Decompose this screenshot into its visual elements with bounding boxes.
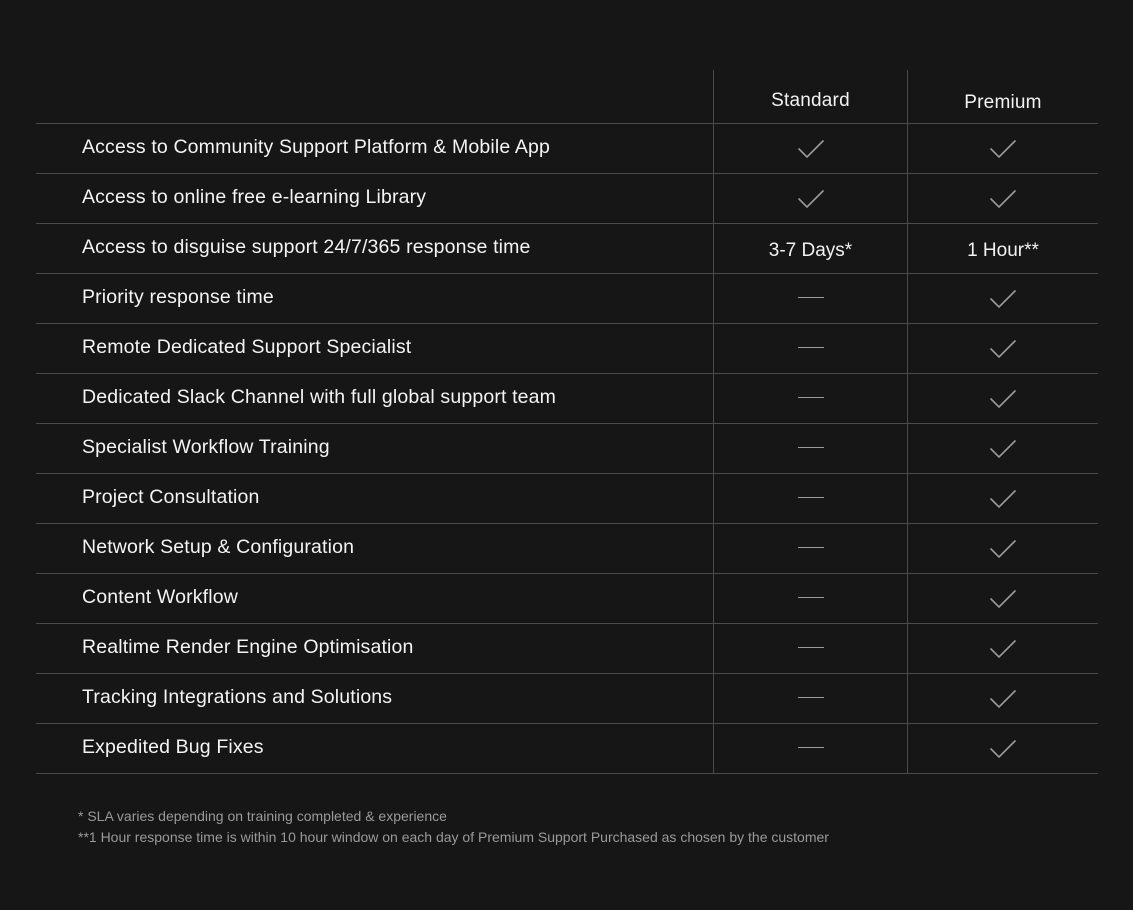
table-header (36, 70, 1098, 124)
table-row (36, 324, 1098, 374)
feature-label: Realtime Render Engine Optimisation (82, 636, 414, 658)
comparison-table (36, 70, 1098, 774)
table-body (36, 124, 1098, 774)
table-row (36, 474, 1098, 524)
standard-cell (714, 324, 907, 373)
check-icon (989, 289, 1017, 309)
table-row (36, 724, 1098, 774)
standard-cell (714, 524, 907, 573)
premium-value: 1 Hour** (967, 239, 1039, 261)
check-icon (989, 139, 1017, 159)
table-row (36, 374, 1098, 424)
standard-cell (714, 124, 907, 173)
table-row (36, 124, 1098, 174)
dash-icon (798, 297, 824, 299)
feature-label: Tracking Integrations and Solutions (82, 686, 393, 708)
check-icon (989, 639, 1017, 659)
table-row (36, 224, 1098, 274)
premium-cell (908, 574, 1098, 623)
premium-cell (908, 274, 1098, 323)
standard-cell (714, 274, 907, 323)
dash-icon (798, 647, 824, 649)
table-row (36, 274, 1098, 324)
feature-label: Content Workflow (82, 586, 238, 608)
footnote-premium-window: **1 Hour response time is within 10 hour window on each day of Premium Support Purchased as chosen by the customer (78, 829, 829, 845)
standard-value: 3-7 Days* (768, 239, 853, 261)
feature-label: Network Setup & Configuration (82, 536, 355, 558)
check-icon (989, 189, 1017, 209)
feature-label: Project Consultation (82, 486, 260, 508)
check-icon (989, 389, 1017, 409)
premium-cell (908, 624, 1098, 673)
table-row (36, 424, 1098, 474)
footnotes (78, 806, 829, 848)
feature-label: Access to online free e-learning Library (82, 186, 427, 208)
column-header-premium: Premium (964, 92, 1042, 113)
premium-cell (908, 374, 1098, 423)
standard-cell (714, 424, 907, 473)
standard-cell (714, 574, 907, 623)
check-icon (989, 439, 1017, 459)
feature-label: Remote Dedicated Support Specialist (82, 336, 412, 358)
standard-cell (714, 624, 907, 673)
table-row (36, 174, 1098, 224)
premium-cell (908, 674, 1098, 723)
table-row (36, 674, 1098, 724)
premium-cell (908, 224, 1098, 273)
feature-label: Specialist Workflow Training (82, 436, 330, 458)
standard-cell (714, 174, 907, 223)
footnote-sla: * SLA varies depending on training completed & experience (78, 808, 447, 824)
standard-cell (714, 474, 907, 523)
dash-icon (798, 447, 824, 449)
dash-icon (798, 547, 824, 549)
check-icon (989, 689, 1017, 709)
dash-icon (798, 697, 824, 699)
premium-cell (908, 424, 1098, 473)
standard-cell (714, 674, 907, 723)
premium-cell (908, 474, 1098, 523)
check-icon (797, 189, 825, 209)
dash-icon (798, 347, 824, 349)
dash-icon (798, 597, 824, 599)
premium-cell (908, 124, 1098, 173)
premium-cell (908, 174, 1098, 223)
dash-icon (798, 497, 824, 499)
premium-cell (908, 524, 1098, 573)
check-icon (989, 339, 1017, 359)
premium-cell (908, 324, 1098, 373)
check-icon (989, 739, 1017, 759)
check-icon (989, 539, 1017, 559)
table-row (36, 574, 1098, 624)
check-icon (797, 139, 825, 159)
feature-label: Access to disguise support 24/7/365 response time (82, 236, 531, 258)
check-icon (989, 489, 1017, 509)
check-icon (989, 589, 1017, 609)
feature-label: Dedicated Slack Channel with full global support team (82, 386, 557, 408)
feature-label: Access to Community Support Platform & Mobile App (82, 136, 550, 158)
dash-icon (798, 397, 824, 399)
standard-cell (714, 724, 907, 773)
feature-label: Priority response time (82, 286, 274, 308)
table-row (36, 524, 1098, 574)
table-row (36, 624, 1098, 674)
premium-cell (908, 724, 1098, 773)
standard-cell (714, 374, 907, 423)
column-header-standard: Standard (771, 90, 850, 111)
dash-icon (798, 747, 824, 749)
feature-label: Expedited Bug Fixes (82, 736, 264, 758)
standard-cell (714, 224, 907, 273)
